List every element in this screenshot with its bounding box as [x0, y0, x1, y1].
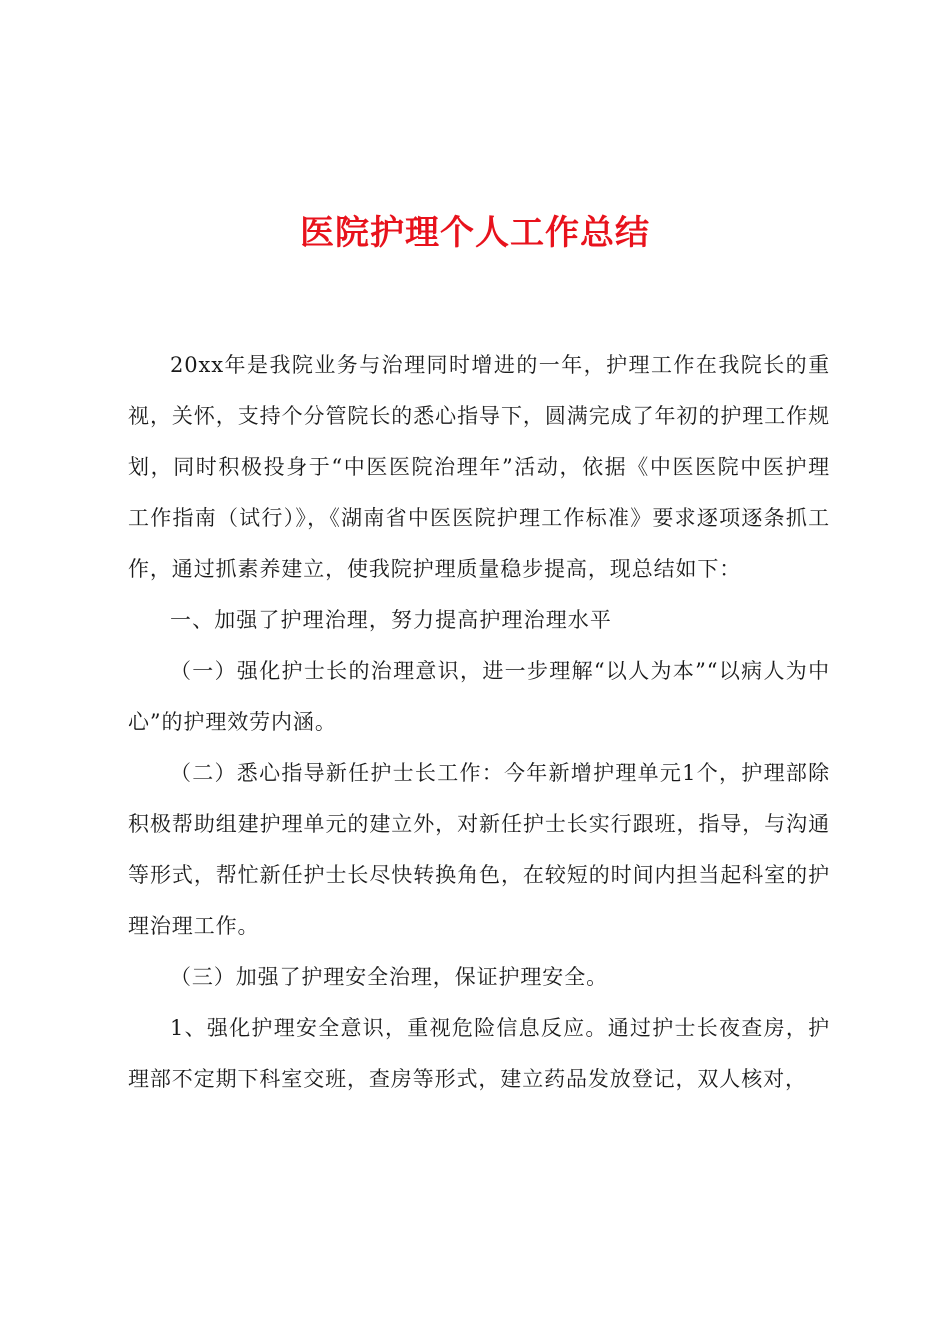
section-heading-1: 一、加强了护理治理，努力提高护理治理水平 — [170, 608, 612, 632]
paragraph-item-1: （一）强化护士长的治理意识，进一步理解“以人为本”“以病人为中心”的护理效劳内涵。 — [128, 659, 830, 734]
paragraph-item-2: （二）悉心指导新任护士长工作：今年新增护理单元1个，护理部除积极帮助组建护理单元的建立外，对新任护士长实行跟班，指导，与沟通等形式，帮忙新任护士长尽快转换角色，在较短的时间内担当起科室的护理治理工作。 — [128, 761, 830, 938]
document-body — [128, 340, 830, 1105]
paragraph-intro: 20xx年是我院业务与治理同时增进的一年，护理工作在我院长的重视，关怀，支持个分管院长的悉心指导下，圆满完成了年初的护理工作规划，同时积极投身于“中医医院治理年”活动，依据《中医医院中医护理工作指南（试行）》，《湖南省中医医院护理工作标准》要求逐项逐条抓工作，通过抓素养建立，使我院护理质量稳步提高，现总结如下： — [128, 353, 830, 581]
paragraph-item-3: （三）加强了护理安全治理，保证护理安全。 — [170, 965, 608, 989]
document-title: 医院护理个人工作总结 — [300, 213, 650, 253]
paragraph-subitem-1: 1、强化护理安全意识，重视危险信息反应。通过护士长夜查房，护理部不定期下科室交班，查房等形式，建立药品发放登记，双人核对， — [128, 1016, 830, 1091]
